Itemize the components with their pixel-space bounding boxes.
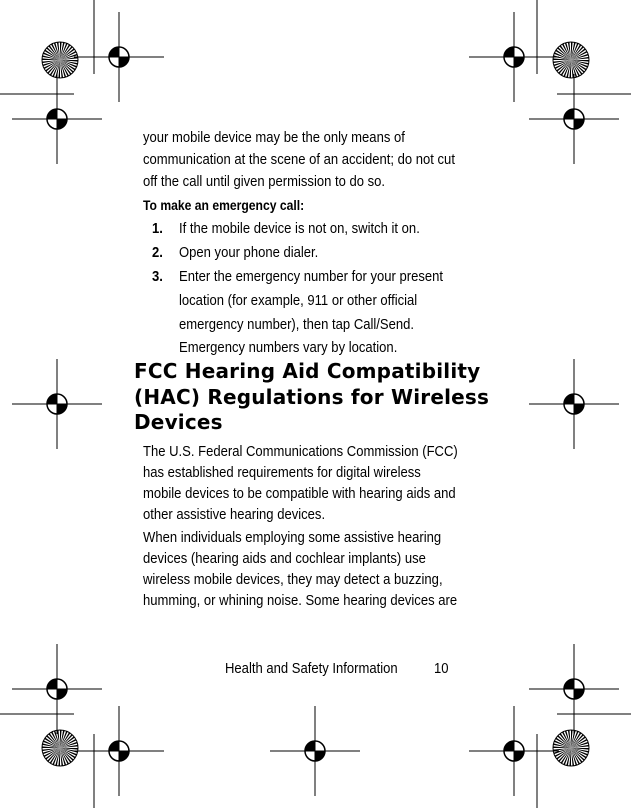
starburst-icon	[42, 42, 78, 78]
step-text: Open your phone dialer.	[179, 245, 319, 261]
paragraph-line: has established requirements for digital wireless	[143, 465, 421, 481]
step-number: 3.	[152, 269, 163, 285]
step-text: emergency number), then tap Call/Send.	[179, 317, 415, 333]
footer-section-name: Health and Safety Information	[225, 661, 398, 677]
crosshair-icon	[74, 12, 164, 102]
crosshair-icon	[529, 359, 619, 449]
paragraph-line: The U.S. Federal Communications Commission (FCC)	[143, 444, 458, 460]
step-number: 1.	[152, 221, 163, 237]
starburst-icon	[42, 730, 78, 766]
heading-line: (HAC) Regulations for Wireless	[134, 385, 490, 409]
starburst-icon	[553, 730, 589, 766]
paragraph-line: When individuals employing some assistive hearing	[143, 530, 442, 546]
intro-line: communication at the scene of an accident; do not cut	[143, 152, 455, 168]
step-text: If the mobile device is not on, switch it on.	[179, 221, 420, 237]
paragraph-line: mobile devices to be compatible with hearing aids and	[143, 486, 456, 502]
crosshair-icon	[529, 74, 619, 164]
paragraph-line: devices (hearing aids and cochlear implants) use	[143, 551, 426, 567]
paragraph-line: wireless mobile devices, they may detect a buzzing,	[143, 572, 443, 588]
step-number: 2.	[152, 245, 163, 261]
step-text: Emergency numbers vary by location.	[179, 340, 398, 356]
step-text: location (for example, 911 or other official	[179, 293, 418, 309]
heading-line: Devices	[134, 410, 223, 434]
crosshair-icon	[74, 706, 164, 796]
page-number: 10	[434, 661, 449, 677]
crosshair-icon	[469, 706, 559, 796]
paragraph-line: other assistive hearing devices.	[143, 507, 326, 523]
crosshair-icon	[12, 74, 102, 164]
crosshair-icon	[270, 706, 360, 796]
intro-line: off the call until given permission to do so.	[143, 174, 386, 190]
heading-line: FCC Hearing Aid Compatibility	[134, 359, 481, 383]
procedure-title: To make an emergency call:	[143, 198, 305, 213]
intro-line: your mobile device may be the only means of	[143, 130, 405, 146]
crosshair-icon	[469, 12, 559, 102]
crosshair-icon	[12, 644, 102, 734]
step-text: Enter the emergency number for your present	[179, 269, 444, 285]
crosshair-icon	[529, 644, 619, 734]
crosshair-icon	[12, 359, 102, 449]
paragraph-line: humming, or whining noise. Some hearing devices are	[143, 593, 458, 609]
starburst-icon	[553, 42, 589, 78]
